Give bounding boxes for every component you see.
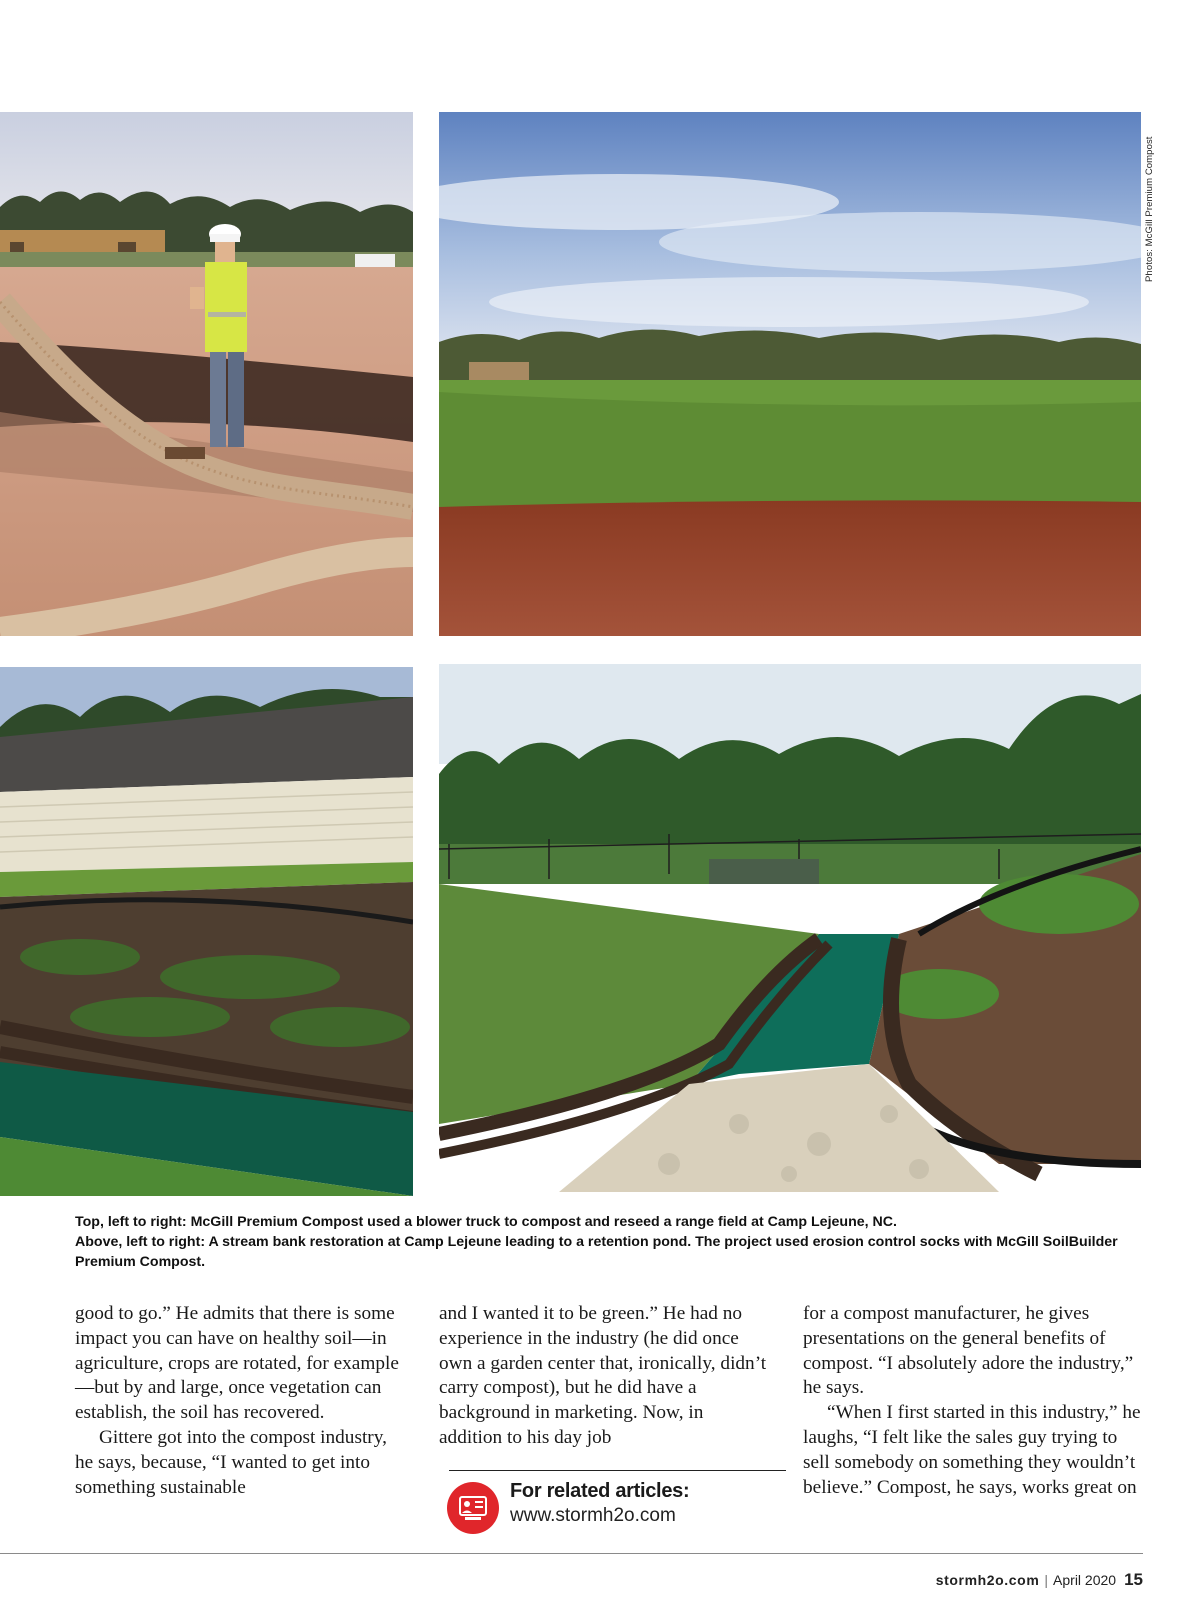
photo-reseeded-range-field (439, 112, 1141, 636)
related-articles-link[interactable]: www.stormh2o.com (510, 1505, 676, 1526)
footer-site: stormh2o.com (935, 1572, 1040, 1588)
col1-paragraph-1: good to go.” He admits that there is some impact you can have on healthy soil—in agriculture, crops are rotated, for example—but by and large, once vegetation can establish, the soil has recovered. (75, 1303, 399, 1424)
caption-line-above: Above, left to right: A stream bank restoration at Camp Lejeune leading to a retention pond. The project used erosion control socks with McGill SoilBuilder Premium Compost. (75, 1234, 1118, 1270)
col1-paragraph-2: Gittere got into the compost industry, he says, because, “I wanted to get into something sustainable (75, 1426, 387, 1498)
col3-paragraph-1: for a compost manufacturer, he gives presentations on the general benefits of compost. “I absolutely adore the industry,” he says. (803, 1303, 1134, 1399)
article-column-1 (75, 1302, 405, 1500)
caption-line-top: Top, left to right: McGill Premium Compost used a blower truck to compost and reseed a range field at Camp Lejeune, NC. (75, 1214, 897, 1230)
related-divider (449, 1470, 786, 1471)
footer-divider (0, 1553, 1143, 1554)
photo-stream-bank-restoration (439, 664, 1141, 1192)
col3-paragraph-2: “When I first started in this industry,” he laughs, “I felt like the sales guy trying to sell somebody on something they wouldn’t believe.” Compost, he says, works great on (803, 1402, 1141, 1498)
related-articles-heading: For related articles: (510, 1480, 690, 1502)
footer-separator: | (1044, 1572, 1049, 1588)
page-number: 15 (1124, 1570, 1143, 1589)
col2-paragraph-1: and I wanted it to be green.” He had no experience in the industry (he did once own a garden center that, ironically, didn’t carry compost), but he did have a background in marketing. Now, in addition to his day job (439, 1303, 767, 1448)
footer-issue: April 2020 (1053, 1572, 1117, 1588)
related-articles-icon (447, 1482, 499, 1534)
photo-caption (75, 1212, 1145, 1272)
article-column-3 (803, 1302, 1148, 1500)
photo-credit: Photos: McGill Premium Compost (1144, 136, 1155, 282)
photo-slope-erosion-socks (0, 667, 413, 1196)
page-footer (936, 1570, 1143, 1590)
article-column-2 (439, 1302, 769, 1451)
photo-blower-hose-worker (0, 112, 413, 636)
